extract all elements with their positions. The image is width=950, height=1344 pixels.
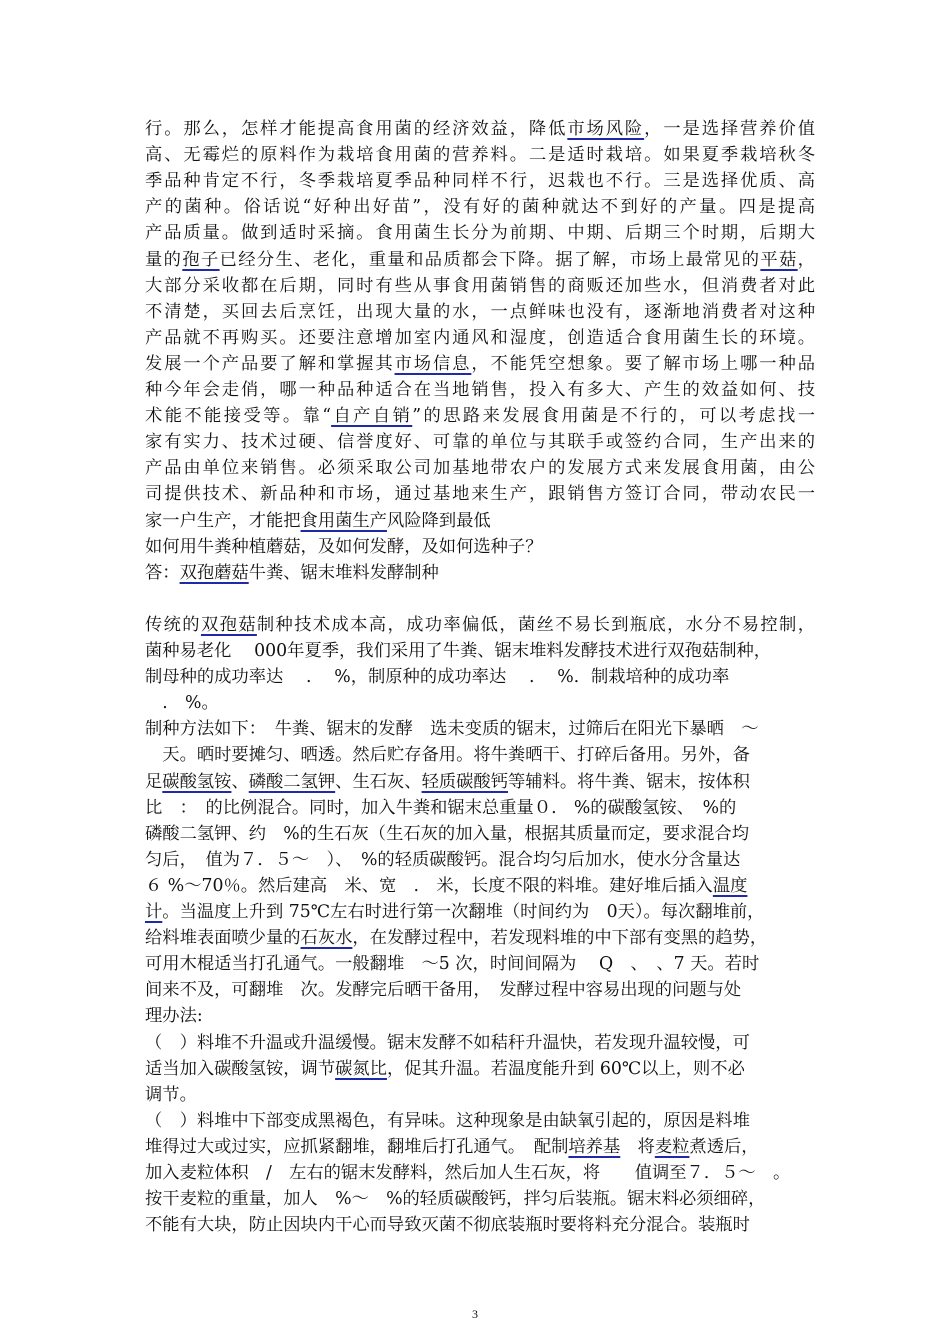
hyperlink[interactable]: 碳氮比 <box>335 1058 387 1079</box>
text-segment: 制种技术成本高，成功率偏低，菌丝不易长到瓶底，水分不易控制， <box>256 614 815 635</box>
text-segment: 匀后， 值为７．５～ ）、 %的轻质碳酸钙。混合均匀后加水，使水分含量达 <box>145 849 741 870</box>
text-line <box>145 116 815 142</box>
text-line <box>145 899 815 925</box>
text-line <box>145 1186 815 1212</box>
hyperlink[interactable]: 食用菌生产 <box>300 510 387 531</box>
text-line <box>145 508 815 534</box>
text-segment: 适当加入碳酸氢铵，调节 <box>145 1058 336 1079</box>
hyperlink[interactable]: 市场风险 <box>567 119 645 139</box>
text-line <box>145 925 815 951</box>
text-line <box>145 847 815 873</box>
text-line <box>145 247 815 273</box>
text-line <box>145 1134 815 1160</box>
text-line <box>145 1003 815 1029</box>
text-line <box>145 586 815 612</box>
text-line <box>145 1082 815 1108</box>
text-segment: 足 <box>145 771 163 792</box>
text-segment: 量的 <box>145 249 183 270</box>
text-segment: 。当温度上升到 75℃左右时进行第一次翻堆（时间约为 0天）。每次翻堆前， <box>162 902 765 922</box>
text-segment: 加入麦粒体积 / 左右的锯末发酵料，然后加人生石灰，将 值调至７．５～ 。 <box>145 1163 791 1183</box>
text-segment: ”的思路来发展食用菌是不行的，可以考虑找一 <box>412 406 815 427</box>
text-segment: 家有实力、技术过硬、信誉度好、可靠的单位与其联手或签约合同，生产出来的 <box>145 432 815 453</box>
page-number: 3 <box>472 1307 478 1321</box>
hyperlink[interactable]: 碳酸氢铵 <box>162 771 232 792</box>
text-segment: 牛粪、锯末堆料发酵制种 <box>248 562 439 583</box>
text-line <box>145 951 815 977</box>
text-segment: 磷酸二氢钾、约 %的生石灰（生石灰的加入量，根据其质量而定，要求混合均 <box>145 823 749 844</box>
text-line <box>145 1212 815 1238</box>
text-line <box>145 716 815 742</box>
text-line <box>145 612 815 638</box>
text-line <box>145 325 815 351</box>
text-segment: 产品由单位来销售。必须采取公司加基地带农户的发展方式来发展食用菌，由公 <box>145 458 815 479</box>
text-segment: ，一是选择营养价值 <box>644 119 815 139</box>
text-line <box>145 142 815 168</box>
text-segment: 制种方法如下： 牛粪、锯末的发酵 选未变质的锯末，过筛后在阳光下暴晒 ～ <box>145 719 759 740</box>
text-line <box>145 1030 815 1056</box>
text-segment: 术能不能接受等。靠“ <box>145 406 332 427</box>
text-segment: 产的菌种。俗话说“好种出好苗”，没有好的菌种就达不到好的产量。四是提高 <box>145 197 815 218</box>
text-line <box>145 1056 815 1082</box>
hyperlink[interactable]: 市场信息 <box>394 353 472 374</box>
text-segment: 高、无霉烂的原料作为栽培食用菌的营养料。二是适时栽培。如果夏季栽培秋冬 <box>145 145 815 166</box>
text-segment: （ ）料堆不升温或升温缓慢。锯末发酵不如秸秆升温快，若发现升温较慢，可 <box>145 1032 750 1053</box>
text-line <box>145 1108 815 1134</box>
text-segment: 比 ： 的比例混合。同时，加入牛粪和锯末总重量０. %的碳酸氢铵、 %的 <box>145 797 737 818</box>
text-segment: 司提供技术、新品种和市场，通过基地来生产，跟销售方签订合同，带动农民一 <box>145 484 815 505</box>
text-line <box>145 560 815 586</box>
text-segment: 传统的 <box>145 614 201 635</box>
text-segment: 不清楚，买回去后烹饪，出现大量的水，一点鲜味也没有，逐渐地消费者对这种 <box>145 301 815 322</box>
text-line <box>145 821 815 847</box>
text-segment: 、生石灰、 <box>335 771 422 792</box>
text-segment: 如何用牛粪种植蘑菇，及如何发酵，及如何选种子？ <box>145 536 543 557</box>
text-line <box>145 534 815 560</box>
text-segment: 行。那么，怎样才能提高食用菌的经济效益，降低 <box>145 119 568 139</box>
text-line <box>145 220 815 246</box>
text-segment: 调节。 <box>145 1084 197 1105</box>
hyperlink[interactable]: 平菇 <box>760 249 798 270</box>
hyperlink[interactable]: 培养基 <box>568 1136 621 1157</box>
text-segment: ， <box>797 249 815 270</box>
text-segment: 发展一个产品要了解和掌握其 <box>145 353 395 374</box>
text-line <box>145 194 815 220</box>
text-line <box>145 481 815 507</box>
text-line <box>145 429 815 455</box>
text-line <box>145 977 815 1003</box>
hyperlink[interactable]: 麦粒 <box>654 1136 690 1157</box>
text-line <box>145 168 815 194</box>
text-segment: . %。 <box>145 693 219 714</box>
text-segment: 菌种易老化 000年夏季，我们采用了牛粪、锯末堆料发酵技术进行双孢菇制种， <box>145 641 772 661</box>
text-segment: 答： <box>145 562 180 583</box>
hyperlink[interactable]: 孢子 <box>182 249 220 270</box>
text-segment: ，促其升温。若温度能升到 60℃以上，则不必 <box>386 1058 745 1079</box>
hyperlink[interactable]: 双孢菇 <box>200 614 257 635</box>
hyperlink[interactable]: 自产自销 <box>331 406 413 427</box>
text-line <box>145 403 815 429</box>
text-segment: 可用木棍适当打孔通气。一般翻堆 ～5 次，时间间隔为 Q 、 、7 天。若时 <box>145 954 760 975</box>
text-line <box>145 1160 815 1186</box>
text-line <box>145 873 815 899</box>
text-segment: 大部分采收都在后期，同时有些从事食用菌销售的商贩还加些水，但消费者对此 <box>145 275 815 296</box>
text-line <box>145 742 815 768</box>
text-line <box>145 795 815 821</box>
text-segment: 家一户生产，才能把 <box>145 510 301 531</box>
text-segment: 间来不及，可翻堆 次。发酵完后晒干备用， 发酵过程中容易出现的问题与处 <box>145 980 742 1001</box>
hyperlink[interactable]: 双孢蘑菇 <box>179 562 249 583</box>
text-line <box>145 351 815 377</box>
text-segment: ，在发酵过程中，若发现料堆的中下部有变黑的趋势， <box>352 928 768 949</box>
text-segment: 煮透后， <box>689 1136 759 1157</box>
hyperlink[interactable]: 石灰水 <box>300 928 353 949</box>
text-segment: 、 <box>231 771 249 792</box>
text-segment: 种今年会走俏，哪一种品种适合在当地销售，投入有多大、产生的效益如何、技 <box>145 380 815 400</box>
text-segment: 制母种的成功率达 . %，制原种的成功率达 . %．制栽培种的成功率 <box>145 667 730 688</box>
text-segment: 不能有大块，防止因块内干心而导致灭菌不彻底装瓶时要将料充分混合。装瓶时 <box>145 1215 750 1236</box>
text-segment: ，不能凭空想象。要了解市场上哪一种品 <box>471 353 815 374</box>
text-segment: （ ）料堆中下部变成黑褐色，有异味。这种现象是由缺氧引起的，原因是料堆 <box>145 1110 750 1131</box>
text-segment: 天。晒时要摊匀、晒透。然后贮存备用。将牛粪晒干、打碎后备用。另外，备 <box>145 745 750 766</box>
text-line <box>145 455 815 481</box>
text-segment: 堆得过大或过实，应抓紧翻堆，翻堆后打孔通气。 配制 <box>145 1136 569 1157</box>
text-line <box>145 273 815 299</box>
hyperlink[interactable]: 轻质碳酸钙 <box>421 771 508 792</box>
hyperlink[interactable]: 温度 <box>712 875 748 896</box>
text-line <box>145 664 815 690</box>
text-segment: 季品种肯定不行，冬季栽培夏季品种同样不行，迟栽也不行。三是选择优质、高 <box>145 171 815 192</box>
text-segment: ６ %～70％。然后建高 米、宽 . 米，长度不限的料堆。建好堆后插入 <box>145 875 713 896</box>
text-line <box>145 377 815 403</box>
hyperlink[interactable]: 计 <box>145 902 163 922</box>
text-line <box>145 769 815 795</box>
text-line <box>145 638 815 664</box>
text-line <box>145 690 815 716</box>
text-segment: 将 <box>620 1136 655 1157</box>
text-segment: 按干麦粒的重量，加人 %～ %的轻质碳酸钙，拌匀后装瓶。锯末料必须细碎， <box>145 1189 766 1210</box>
text-segment: 产品就不再购买。还要注意增加室内通风和湿度，创造适合食用菌生长的环境。 <box>145 327 815 348</box>
text-line <box>145 299 815 325</box>
text-segment: 给料堆表面喷少量的 <box>145 928 301 949</box>
text-segment: 产品质量。做到适时采摘。食用菌生长分为前期、中期、后期三个时期，后期大 <box>145 223 815 244</box>
text-segment: 理办法: <box>145 1006 203 1027</box>
hyperlink[interactable]: 磷酸二氢钾 <box>248 771 336 792</box>
text-segment: 风险降到最低 <box>386 510 491 531</box>
text-segment: 已经分生、老化，重量和品质都会下降。据了解，市场上最常见的 <box>219 249 761 270</box>
text-segment: 等辅料。将牛粪、锯末，按体积 <box>508 771 750 792</box>
